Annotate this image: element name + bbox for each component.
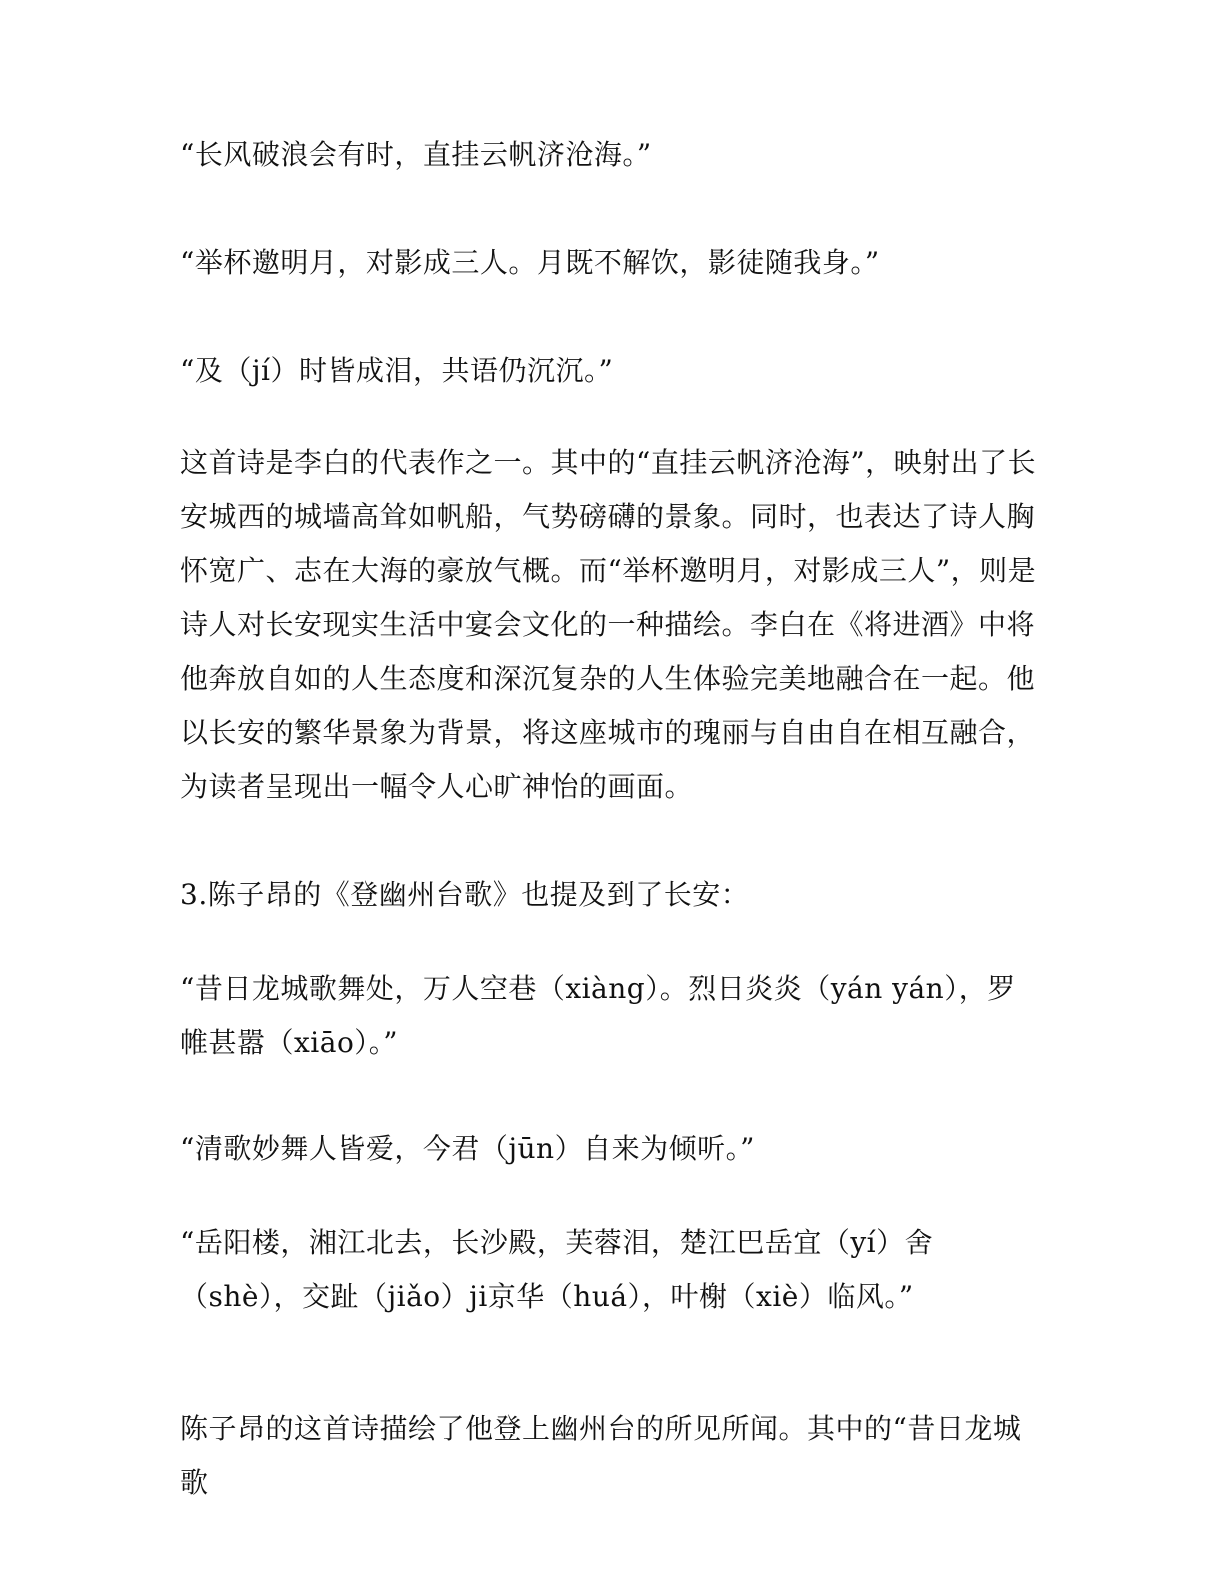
commentary-paragraph-li-bai: 这首诗是李白的代表作之一。其中的“直挂云帆济沧海”，映射出了长安城西的城墙高耸如帆船，气势磅礴的景象。同时，也表达了诗人胸怀宽广、志在大海的豪放气概。而“举杯邀明月，对影成三人”，则是诗人对长安现实生活中宴会文化的一种描绘。李白在《将进酒》中将他奔放自如的人生态度和深沉复杂的人生体验完美地融合在一起。他以长安的繁华景象为背景，将这座城市的瑰丽与自由自在相互融合，为读者呈现出一幅令人心旷神怡的画面。 xyxy=(180,446,1037,803)
poem-quote-1: “长风破浪会有时，直挂云帆济沧海。” xyxy=(180,138,652,171)
commentary-paragraph-chen-ziang: 陈子昂的这首诗描绘了他登上幽州台的所见所闻。其中的“昔日龙城歌 xyxy=(180,1412,1022,1499)
section-heading-3: 3.陈子昂的《登幽州台歌》也提及到了长安： xyxy=(180,878,750,911)
poem-quote-2: “举杯邀明月，对影成三人。月既不解饮，影徒随我身。” xyxy=(180,246,880,279)
poem-quote-4: “昔日龙城歌舞处，万人空巷（xiàng）。烈日炎炎（yán yán），罗帷甚嚣（xiāo）。” xyxy=(180,972,1016,1059)
poem-quote-3: “及（jí）时皆成泪，共语仍沉沉。” xyxy=(180,354,614,387)
poem-quote-6: “岳阳楼，湘江北去，长沙殿，芙蓉泪，楚江巴岳宜（yí）舍（shè），交趾（jiǎo）ji京华（huá），叶榭（xiè）临风。” xyxy=(180,1226,934,1313)
poem-quote-5: “清歌妙舞人皆爱，今君（jūn）自来为倾听。” xyxy=(180,1132,755,1165)
